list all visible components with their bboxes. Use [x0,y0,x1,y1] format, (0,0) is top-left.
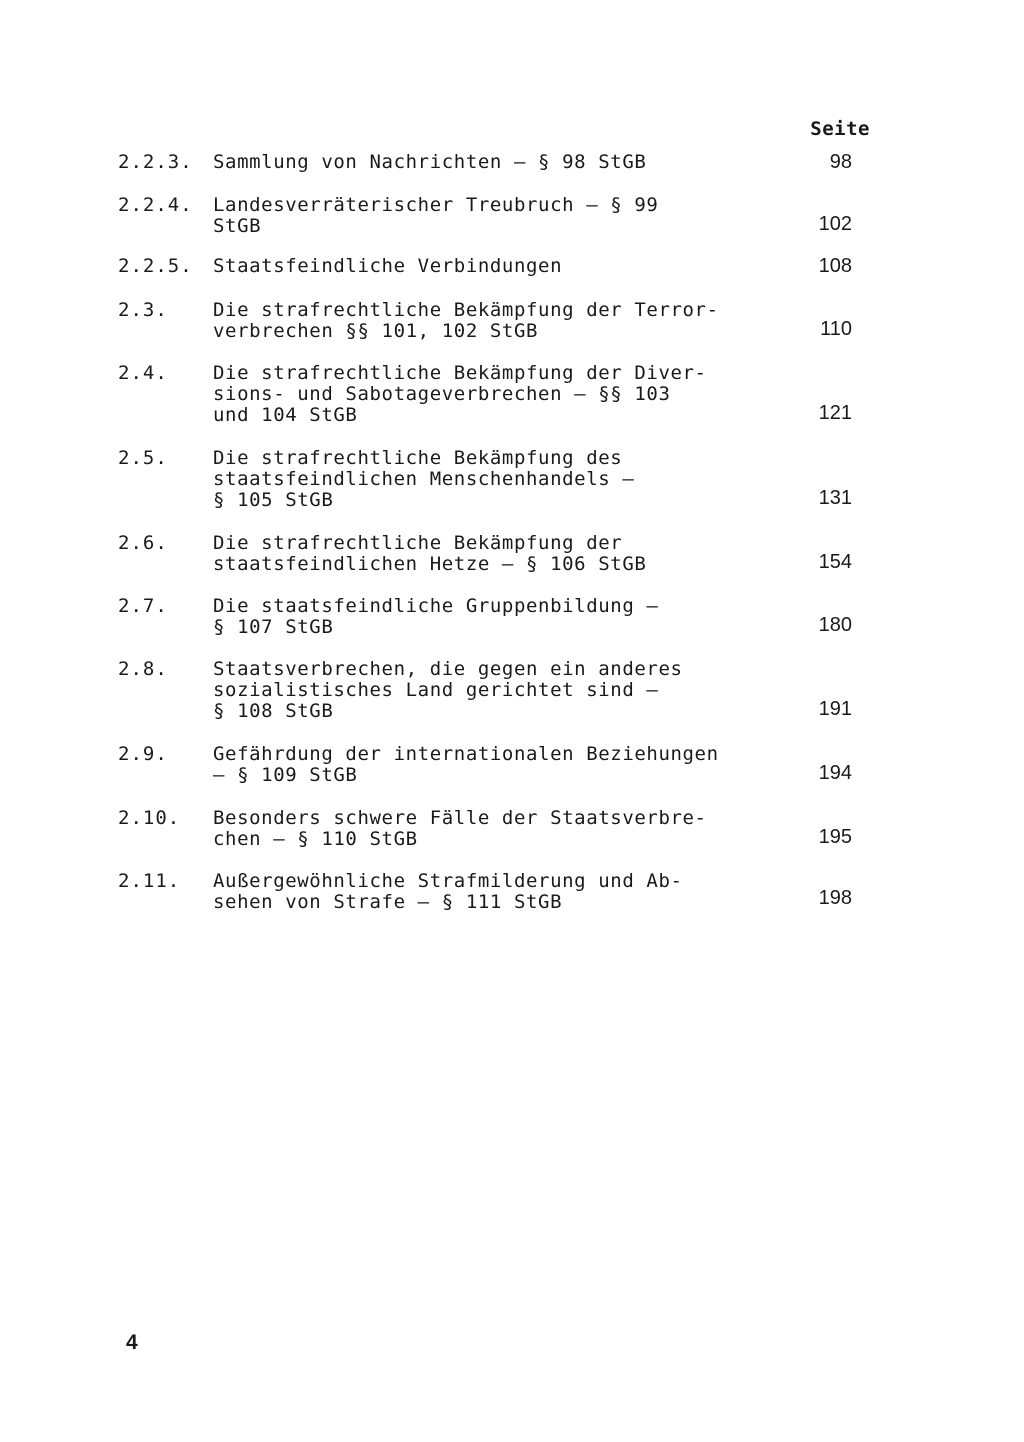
toc-entry-title: Außergewöhnliche Strafmilderung und Ab- sehen von Strafe – § 111 StGB [213,870,683,913]
toc-entry-page: 195 [818,826,852,848]
toc-entry-number: 2.2.4. [118,194,193,216]
toc-entry-title: Die strafrechtliche Bekämpfung des staatsfeindlichen Menschenhandels – § 105 StGB [213,447,635,511]
toc-entry-title: Landesverräterischer Treubruch – § 99 StGB [213,194,659,237]
toc-entry-page: 198 [818,887,852,909]
toc-entry-title: Die strafrechtliche Bekämpfung der staatsfeindlichen Hetze – § 106 StGB [213,532,647,575]
toc-entry-title: Gefährdung der internationalen Beziehungen – § 109 StGB [213,743,719,786]
toc-entry-page: 110 [820,318,852,340]
toc-entry-number: 2.3. [118,299,168,321]
toc-entry-title: Staatsfeindliche Verbindungen [213,255,563,277]
toc-entry-number: 2.8. [118,658,168,680]
toc-entry-page: 131 [818,487,852,509]
toc-entry-number: 2.2.5. [118,255,193,277]
toc-entry-number: 2.4. [118,362,168,384]
toc-entry-page: 98 [829,151,852,173]
toc-entry-page: 108 [818,255,852,277]
toc-entry-title: Die strafrechtliche Bekämpfung der Terror- verbrechen §§ 101, 102 StGB [213,299,719,342]
toc-entry-title: Die strafrechtliche Bekämpfung der Diver- sions- und Sabotageverbrechen – §§ 103 und 104 StGB [213,362,707,426]
toc-entry-number: 2.9. [118,743,168,765]
toc-entry-number: 2.5. [118,447,168,469]
toc-entry-number: 2.6. [118,532,168,554]
toc-entry-page: 194 [818,762,852,784]
toc-entry-title: Staatsverbrechen, die gegen ein anderes sozialistisches Land gerichtet sind – § 108 StGB [213,658,683,722]
toc-entry-page: 180 [818,614,852,636]
toc-entry-page: 102 [818,213,852,235]
toc-entry-number: 2.10. [118,807,181,829]
toc-entry-number: 2.2.3. [118,151,193,173]
toc-entry-page: 154 [818,551,852,573]
toc-entry-page: 121 [818,402,852,424]
toc-entry-number: 2.11. [118,870,181,892]
page-number: 4 [126,1331,138,1354]
toc-entry-number: 2.7. [118,595,168,617]
page-column-header: Seite [810,118,870,140]
toc-entry-title: Besonders schwere Fälle der Staatsverbre- chen – § 110 StGB [213,807,707,850]
toc-entry-title: Sammlung von Nachrichten – § 98 StGB [213,151,647,173]
toc-entry-title: Die staatsfeindliche Gruppenbildung – § 107 StGB [213,595,659,638]
toc-entry-page: 191 [818,698,852,720]
